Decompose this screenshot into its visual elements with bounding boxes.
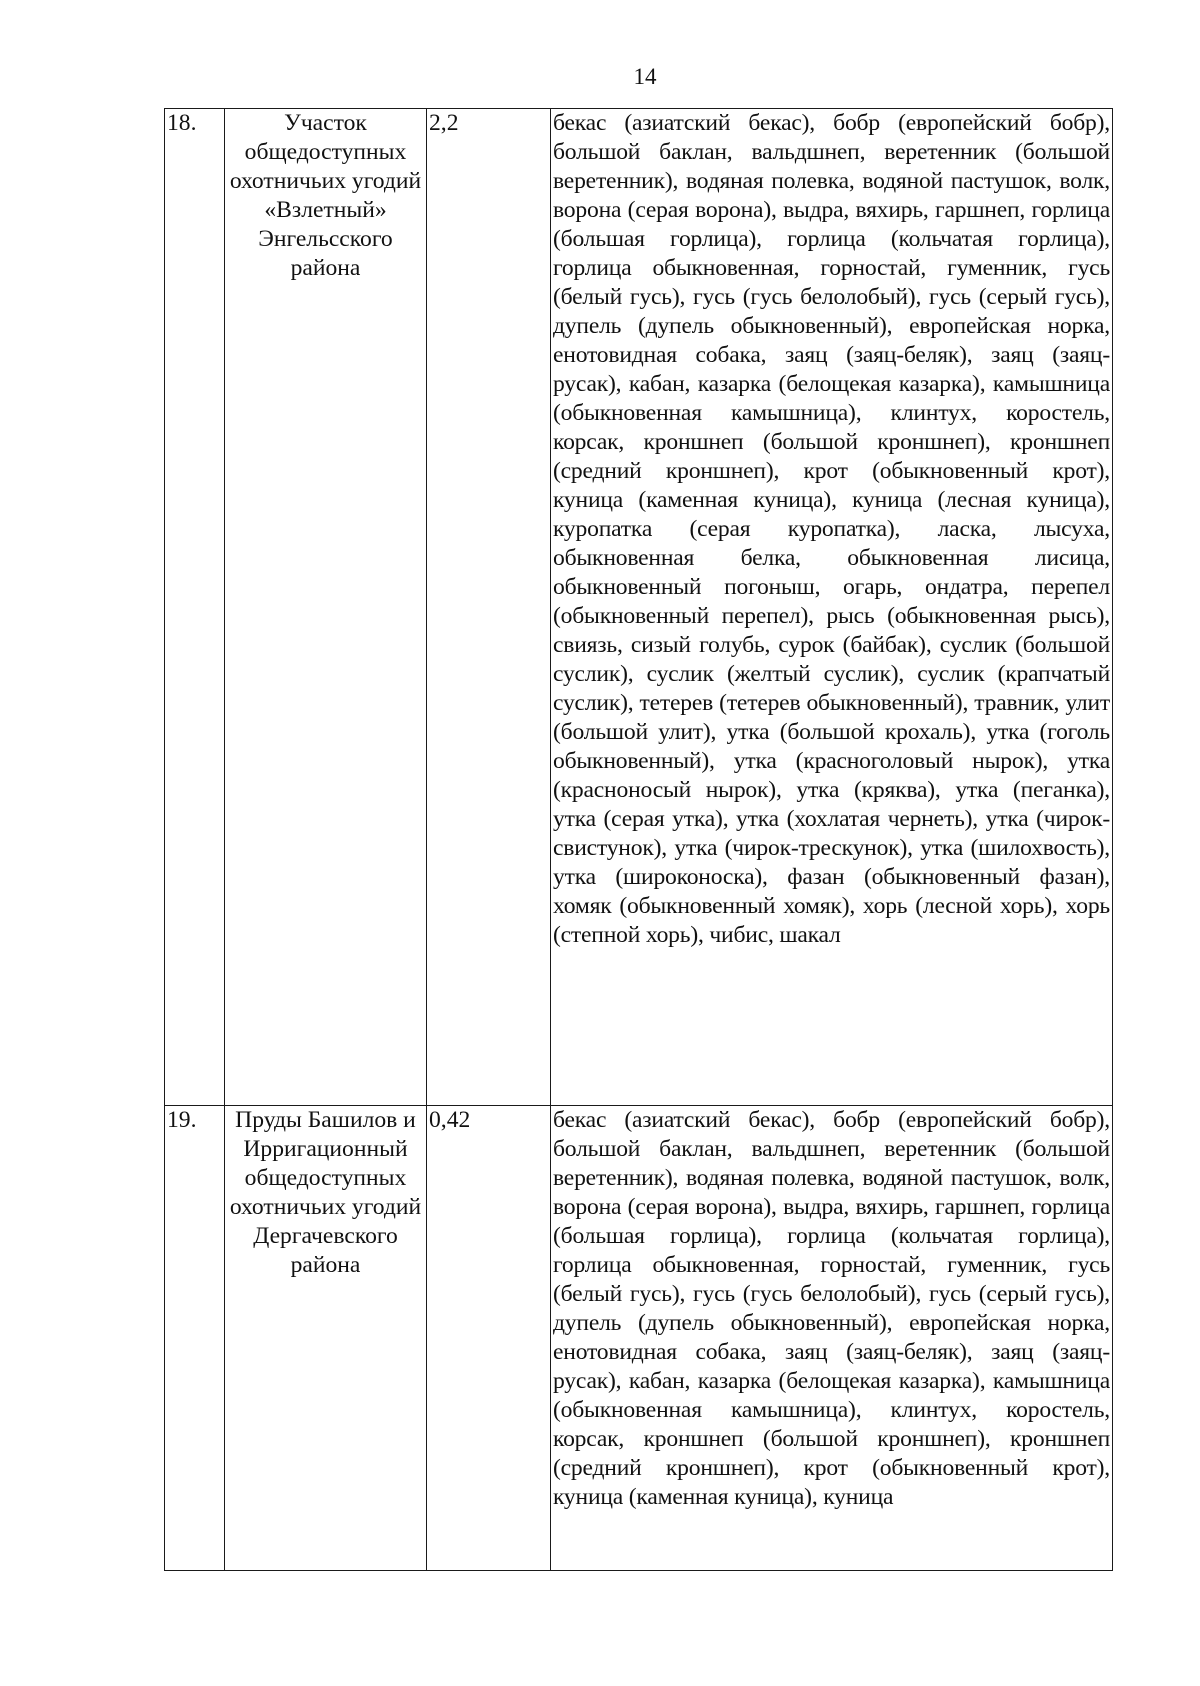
ground-name: Участок общедоступных охотничьих угодий «Взлетный» Энгельсского района [225,109,427,1106]
hunting-grounds-table [164,108,1113,1571]
species-list: бекас (азиатский бекас), бобр (европейский бобр), большой баклан, вальдшнеп, веретенник (большой веретенник), водяная полевка, водяной пастушок, волк, ворона (серая ворона), выдра, вяхирь, гаршнеп, горлица (большая горлица), горлица (кольчатая горлица), горлица обыкновенная, горностай, гуменник, гусь (белый гусь), гусь (гусь белолобый), гусь (серый гусь), дупель (дупель обыкновенный), европейская норка, енотовидная собака, заяц (заяц-беляк), заяц (заяц-русак), кабан, казарка (белощекая казарка), камышница (обыкновенная камышница), клинтух, коростель, корсак, кроншнеп (большой кроншнеп), кроншнеп (средний кроншнеп), крот (обыкновенный крот), куница (каменная куница), куница [551,1106,1113,1571]
table-row [165,1106,1113,1571]
species-list: бекас (азиатский бекас), бобр (европейский бобр), большой баклан, вальдшнеп, веретенник (большой веретенник), водяная полевка, водяной пастушок, волк, ворона (серая ворона), выдра, вяхирь, гаршнеп, горлица (большая горлица), горлица (кольчатая горлица), горлица обыкновенная, горностай, гуменник, гусь (белый гусь), гусь (гусь белолобый), гусь (серый гусь), дупель (дупель обыкновенный), европейская норка, енотовидная собака, заяц (заяц-беляк), заяц (заяц-русак), кабан, казарка (белощекая казарка), камышница (обыкновенная камышница), клинтух, коростель, корсак, кроншнеп (большой кроншнеп), кроншнеп (средний кроншнеп), крот (обыкновенный крот), куница (каменная куница), куница (лесная куница), куропатка (серая куропатка), ласка, лысуха, обыкновенная белка, обыкновенная лисица, обыкновенный погоныш, огарь, ондатра, перепел (обыкновенный перепел), рысь (обыкновенная рысь), свиязь, сизый голубь, сурок (байбак), суслик (большой суслик), суслик (желтый суслик), суслик (крапчатый суслик), тетерев (тетерев обыкновенный), травник, улит (большой улит), утка (большой крохаль), утка (гоголь обыкновенный), утка (красноголовый нырок), утка (красноносый нырок), утка (кряква), утка (пеганка), утка (серая утка), утка (хохлатая чернеть), утка (чирок-свистунок), утка (чирок-трескунок), утка (шилохвость), утка (широконоска), фазан (обыкновенный фазан), хомяк (обыкновенный хомяк), хорь (лесной хорь), хорь (степной хорь), чибис, шакал [551,109,1113,1106]
ground-area: 0,42 [427,1106,551,1571]
row-number: 19. [165,1106,225,1571]
ground-area: 2,2 [427,109,551,1106]
page-number: 14 [633,64,657,89]
ground-name: Пруды Башилов и Ирригационный общедоступных охотничьих угодий Дергачевского района [225,1106,427,1571]
row-number: 18. [165,109,225,1106]
table-row [165,109,1113,1106]
